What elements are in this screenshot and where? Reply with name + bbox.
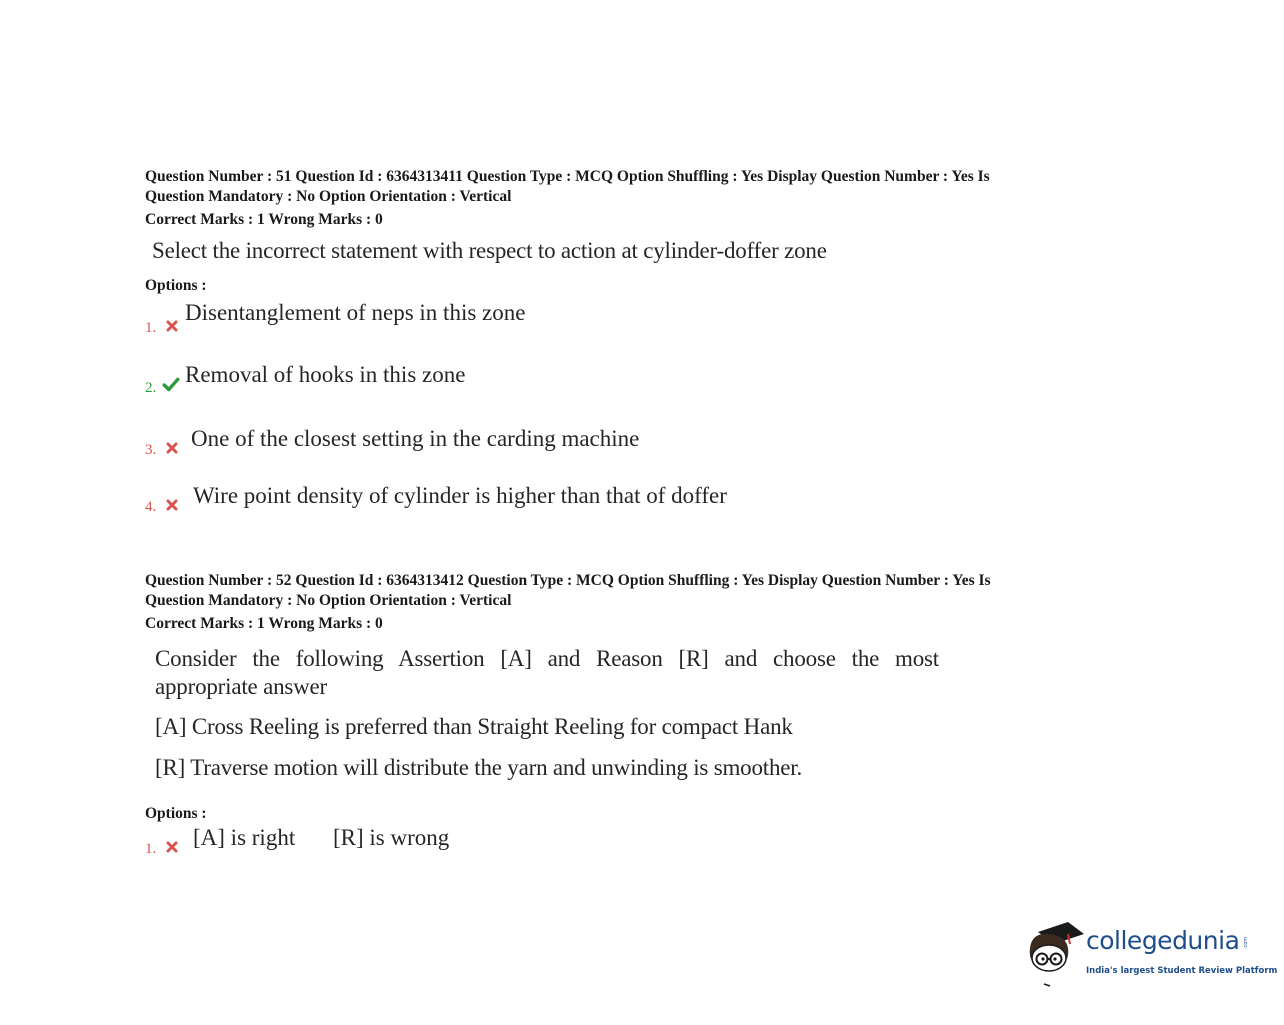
option-text: Wire point density of cylinder is higher than that of doffer [193,483,727,508]
option-number: 1. [145,841,157,857]
cross-icon [165,441,179,455]
options-label: Options : [145,277,207,294]
option-text-a: [A] is right [193,825,296,850]
cross-icon [165,319,179,333]
question-marks: Correct Marks : 1 Wrong Marks : 0 [145,211,383,228]
reason-text: [R] Traverse motion will distribute the yarn and unwinding is smoother. [155,755,802,780]
option-number: 2. [145,380,157,396]
question-text-line2: appropriate answer [155,674,328,699]
option-text-b: [R] is wrong [333,825,450,850]
question-text [155,645,939,701]
question-meta-line2: Question Mandatory : No Option Orientation : Vertical [145,591,512,609]
question-text: Select the incorrect statement with respect to action at cylinder-doffer zone [152,238,827,263]
option-number: 4. [145,499,157,515]
question-meta-line2: Question Mandatory : No Option Orientation : Vertical [145,187,512,205]
option-text: Disentanglement of neps in this zone [185,300,526,325]
option-text: One of the closest setting in the carding machine [191,426,640,451]
option-number: 3. [145,442,157,458]
option-text: Removal of hooks in this zone [185,362,466,387]
question-51 [145,167,1105,515]
question-52 [145,571,1105,857]
question-meta-line1: Question Number : 51 Question Id : 6364313411 Question Type : MCQ Option Shuffling : Yes Display Question Number : Yes Is [145,168,990,185]
options-label: Options : [145,805,207,822]
mascot-icon [1024,918,1088,990]
check-icon [162,377,180,393]
logo-tagline: India's largest Student Review Platform [1086,966,1278,976]
question-meta [145,571,1105,610]
question-meta-line1: Question Number : 52 Question Id : 6364313412 Question Type : MCQ Option Shuffling : Yes Display Question Number : Yes Is [145,572,991,589]
option-number: 1. [145,320,157,336]
question-text-line1: Consider the following Assertion [A] and Reason [R] and choose the most [155,646,939,671]
cross-icon [165,840,179,854]
collegedunia-logo [1024,918,1278,990]
logo-name: collegedunia [1086,926,1240,955]
question-marks: Correct Marks : 1 Wrong Marks : 0 [145,615,383,632]
logo-suffix: .com [1243,936,1250,950]
question-meta [145,167,1105,206]
assertion-text: [A] Cross Reeling is preferred than Straight Reeling for compact Hank [155,714,793,739]
cross-icon [165,498,179,512]
